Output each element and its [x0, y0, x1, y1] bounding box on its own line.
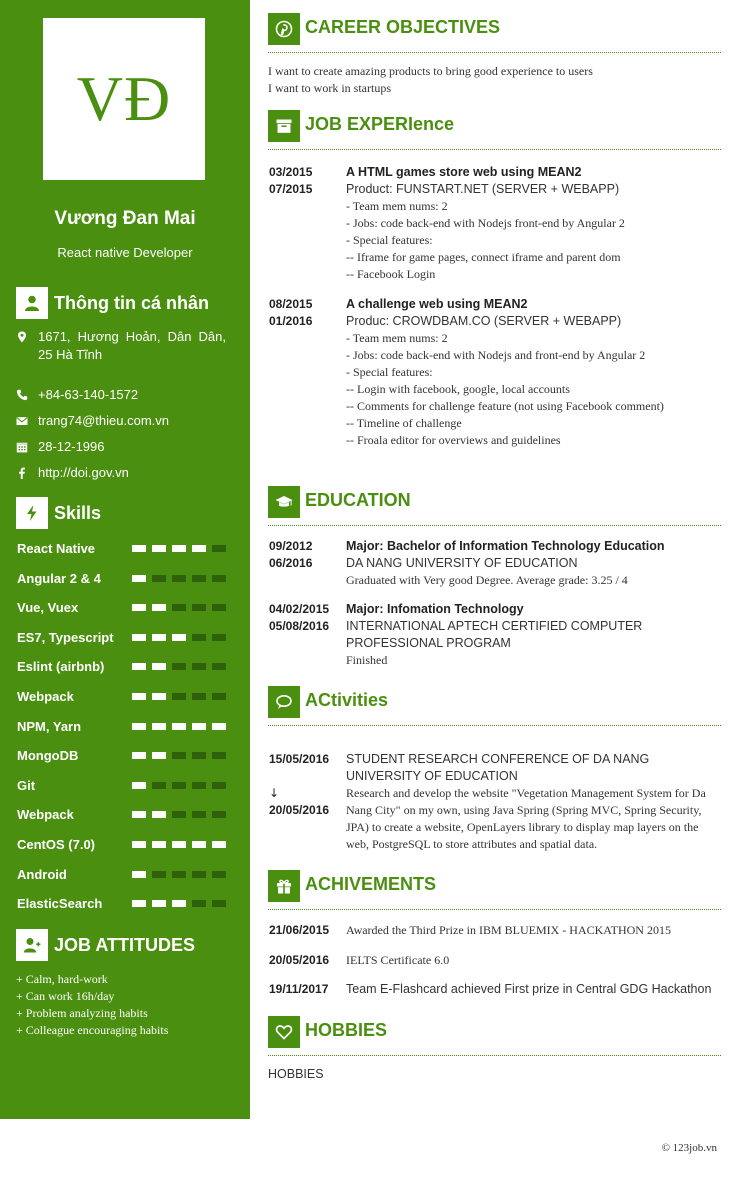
rating-dot-empty	[192, 693, 206, 700]
end-date: 06/2016	[269, 556, 313, 570]
rating-dot-empty	[172, 663, 186, 670]
education-body	[346, 601, 666, 669]
calendar-icon	[16, 438, 38, 456]
experience-line: - Jobs: code back-end with Nodejs and front-end by Angular 2	[346, 348, 646, 362]
experience-line: -- Comments for challenge feature (not using Facebook comment)	[346, 399, 664, 413]
rating-dot-empty	[172, 811, 186, 818]
experience-title-text: A challenge web using MEAN2	[346, 297, 528, 311]
rating-dot-empty	[172, 871, 186, 878]
rating-dot-filled	[152, 693, 166, 700]
achievement-text: Awarded the Third Prize in IBM BLUEMIX - HACKATHON 2015	[346, 923, 671, 937]
skill-rating	[132, 693, 232, 700]
hobbies-heading	[268, 1016, 721, 1056]
rating-dot-filled	[132, 752, 146, 759]
rating-dot-empty	[212, 871, 226, 878]
rating-dot-empty	[152, 871, 166, 878]
rating-dot-filled	[152, 723, 166, 730]
skill-name: ES7, Typescript	[17, 629, 114, 645]
comment-icon	[268, 686, 300, 718]
activity-dates	[269, 751, 341, 819]
rating-dot-empty	[192, 871, 206, 878]
rating-dot-filled	[152, 900, 166, 907]
skill-rating	[132, 900, 232, 907]
rating-dot-filled	[152, 604, 166, 611]
rating-dot-filled	[132, 811, 146, 818]
rating-dot-filled	[132, 723, 146, 730]
education-title: EDUCATION	[305, 490, 411, 510]
skill-name: NPM, Yarn	[17, 718, 82, 734]
rating-dot-empty	[192, 811, 206, 818]
experience-line: -- Timeline of challenge	[346, 416, 462, 430]
profile-name: Vương Đan Mai	[54, 208, 196, 229]
education-major: Major: Infomation Technology	[346, 602, 524, 616]
skill-name: ElasticSearch	[17, 895, 103, 911]
rating-dot-filled	[132, 782, 146, 789]
start-date: 09/2012	[269, 539, 313, 553]
rating-dot-filled	[132, 900, 146, 907]
personal-info-heading	[16, 287, 209, 319]
rating-dot-filled	[192, 841, 206, 848]
achievements-title: ACHIVEMENTS	[305, 874, 437, 894]
rating-dot-filled	[132, 693, 146, 700]
skill-rating	[132, 871, 232, 878]
map-marker-icon	[16, 328, 38, 364]
skill-rating	[132, 782, 232, 789]
rating-dot-empty	[192, 752, 206, 759]
rating-dot-empty	[212, 900, 226, 907]
graduation-cap-icon	[268, 486, 300, 518]
hobbies-text: HOBBIES	[268, 1067, 324, 1081]
profile-role: React native Developer	[57, 245, 193, 260]
rating-dot-filled	[152, 752, 166, 759]
experience-line: -- Facebook Login	[346, 267, 436, 281]
experience-line: -- Froala editor for overviews and guidelines	[346, 433, 561, 447]
attitudes-heading	[16, 929, 195, 961]
experience-product: Produc: CROWDBAM.CO (SERVER + WEBAPP)	[346, 314, 622, 328]
arrow-down-icon: ↓	[269, 786, 280, 800]
skill-name: Git	[17, 777, 36, 793]
rating-dot-filled	[152, 545, 166, 552]
experience-line: - Team mem nums: 2	[346, 199, 448, 213]
skill-row	[17, 746, 232, 764]
end-date: 07/2015	[269, 182, 313, 196]
skill-name: MongoDB	[17, 747, 79, 763]
rating-dot-filled	[192, 723, 206, 730]
experience-line: - Special features:	[346, 365, 433, 379]
skill-row	[17, 717, 232, 735]
rating-dot-filled	[192, 545, 206, 552]
start-date: 08/2015	[269, 297, 313, 311]
rating-dot-empty	[172, 782, 186, 789]
user-plus-icon	[16, 929, 48, 961]
sidebar	[0, 0, 250, 1119]
skill-row	[17, 657, 232, 675]
skill-rating	[132, 811, 232, 818]
education-school: INTERNATIONAL APTECH CERTIFIED COMPUTER PROFESSIONAL PROGRAM	[346, 619, 643, 650]
experience-product: Product: FUNSTART.NET (SERVER + WEBAPP)	[346, 182, 620, 196]
rating-dot-filled	[132, 841, 146, 848]
education-dates	[269, 538, 341, 572]
skill-row	[17, 835, 232, 853]
skill-rating	[132, 841, 232, 848]
achievements-heading	[268, 870, 721, 910]
skill-rating	[132, 634, 232, 641]
website-row	[16, 464, 226, 482]
skill-name: Eslint (airbnb)	[17, 658, 105, 674]
skill-rating	[132, 604, 232, 611]
website-link[interactable]: http://doi.gov.vn	[38, 465, 129, 480]
hobbies-title: HOBBIES	[305, 1020, 388, 1040]
rating-dot-filled	[132, 604, 146, 611]
activity-description: Research and develop the website "Vegetation Management System for Da Nang City" on my own, using Java Spring (Spring MVC, Spring Security, JPA) to create a website, OpenLayers library to display map layers on the web, PostgreSQL to store attributes and spatial data.	[346, 786, 706, 851]
attitude-item: + Colleague encouraging habits	[16, 1023, 169, 1037]
facebook-icon	[16, 464, 38, 482]
achievement-date: 21/06/2015	[269, 923, 330, 937]
attitude-item: + Problem analyzing habits	[16, 1006, 148, 1020]
phone-text: +84-63-140-1572	[38, 387, 139, 402]
pinterest-icon	[268, 13, 300, 45]
objective-line: I want to create amazing products to bring good experience to users	[268, 64, 593, 78]
rating-dot-filled	[152, 663, 166, 670]
rating-dot-filled	[212, 841, 226, 848]
objectives-heading	[268, 13, 721, 53]
activity-title: STUDENT RESEARCH CONFERENCE OF DA NANG UNIVERSITY OF EDUCATION	[346, 752, 650, 783]
activities-title: ACtivities	[305, 690, 389, 710]
experience-title-text: A HTML games store web using MEAN2	[346, 165, 582, 179]
rating-dot-empty	[152, 575, 166, 582]
attitudes-list	[16, 971, 168, 1039]
rating-dot-empty	[172, 693, 186, 700]
end-date: 20/05/2016	[269, 803, 330, 817]
phone-icon	[16, 386, 38, 404]
rating-dot-empty	[192, 575, 206, 582]
rating-dot-empty	[212, 545, 226, 552]
rating-dot-empty	[192, 900, 206, 907]
activities-heading	[268, 686, 721, 726]
activity-body	[346, 751, 716, 853]
birthday-row	[16, 438, 226, 456]
education-note: Finished	[346, 653, 388, 667]
skill-row	[17, 628, 232, 646]
gift-icon	[268, 870, 300, 902]
skill-name: Angular 2 & 4	[17, 570, 101, 586]
rating-dot-filled	[132, 545, 146, 552]
rating-dot-filled	[152, 841, 166, 848]
skill-row	[17, 569, 232, 587]
rating-dot-filled	[172, 723, 186, 730]
skill-rating	[132, 663, 232, 670]
experience-dates	[269, 164, 341, 198]
user-icon	[16, 287, 48, 319]
skill-name: Vue, Vuex	[17, 599, 79, 615]
start-date: 15/05/2016	[269, 752, 330, 766]
personal-info-title: Thông tin cá nhân	[54, 292, 209, 313]
education-major: Major: Bachelor of Information Technology Education	[346, 539, 665, 553]
skill-name: CentOS (7.0)	[17, 836, 96, 852]
rating-dot-empty	[152, 782, 166, 789]
skill-row	[17, 687, 232, 705]
start-date: 03/2015	[269, 165, 313, 179]
achievement-row	[268, 922, 728, 939]
skill-row	[17, 776, 232, 794]
rating-dot-empty	[212, 575, 226, 582]
education-dates	[269, 601, 345, 635]
skills-heading	[16, 497, 101, 529]
phone-row	[16, 386, 226, 404]
objective-line: I want to work in startups	[268, 81, 391, 95]
bolt-icon	[16, 497, 48, 529]
rating-dot-empty	[192, 604, 206, 611]
archive-icon	[268, 110, 300, 142]
skills-title: Skills	[54, 502, 102, 523]
skill-row	[17, 805, 232, 823]
experience-heading	[268, 110, 721, 150]
address-row	[16, 328, 226, 364]
experience-line: - Special features:	[346, 233, 433, 247]
copyright: © 123job.vn	[661, 1142, 717, 1154]
experience-dates	[269, 296, 341, 330]
attitudes-title: JOB ATTITUDES	[54, 934, 196, 955]
attitude-item: + Calm, hard-work	[16, 972, 108, 986]
rating-dot-filled	[172, 900, 186, 907]
education-note: Graduated with Very good Degree. Average grade: 3.25 / 4	[346, 573, 628, 587]
skill-rating	[132, 752, 232, 759]
skill-rating	[132, 575, 232, 582]
rating-dot-empty	[172, 752, 186, 759]
achievement-date: 19/11/2017	[269, 982, 329, 996]
rating-dot-filled	[172, 634, 186, 641]
rating-dot-empty	[212, 782, 226, 789]
skill-name: Webpack	[17, 806, 74, 822]
rating-dot-empty	[212, 604, 226, 611]
skill-row	[17, 539, 232, 557]
rating-dot-filled	[132, 575, 146, 582]
rating-dot-filled	[132, 871, 146, 878]
rating-dot-filled	[132, 634, 146, 641]
rating-dot-empty	[172, 575, 186, 582]
skill-rating	[132, 545, 232, 552]
avatar	[43, 18, 205, 180]
achievement-row	[268, 952, 728, 969]
rating-dot-filled	[172, 545, 186, 552]
skill-row	[17, 598, 232, 616]
rating-dot-empty	[212, 663, 226, 670]
education-heading	[268, 486, 721, 526]
start-date: 04/02/2015	[269, 602, 330, 616]
rating-dot-filled	[212, 723, 226, 730]
envelope-icon	[16, 412, 38, 430]
rating-dot-empty	[192, 663, 206, 670]
rating-dot-empty	[212, 693, 226, 700]
end-date: 01/2016	[269, 314, 313, 328]
rating-dot-empty	[212, 634, 226, 641]
rating-dot-empty	[192, 782, 206, 789]
skill-name: Webpack	[17, 688, 74, 704]
attitude-item: + Can work 16h/day	[16, 989, 115, 1003]
experience-body	[346, 296, 726, 449]
skill-row	[17, 865, 232, 883]
experience-line: - Team mem nums: 2	[346, 331, 448, 345]
achievement-text: IELTS Certificate 6.0	[346, 953, 450, 967]
rating-dot-empty	[172, 604, 186, 611]
objectives-text	[268, 63, 721, 97]
experience-line: -- Login with facebook, google, local accounts	[346, 382, 570, 396]
address-text: 1671, Hương Hoản, Dân Dân, 25 Hà Tĩnh	[38, 329, 226, 362]
email-row	[16, 412, 226, 430]
skill-rating	[132, 723, 232, 730]
achievement-text: Team E-Flashcard achieved First prize in Central GDG Hackathon	[346, 982, 712, 996]
experience-title: JOB EXPERIence	[305, 114, 455, 134]
heart-icon	[268, 1016, 300, 1048]
achievement-row	[268, 981, 728, 998]
rating-dot-empty	[192, 634, 206, 641]
experience-line: - Jobs: code back-end with Nodejs front-end by Angular 2	[346, 216, 625, 230]
education-body	[346, 538, 726, 589]
achievement-date: 20/05/2016	[269, 953, 330, 967]
rating-dot-filled	[152, 634, 166, 641]
end-date: 05/08/2016	[269, 619, 330, 633]
education-school: DA NANG UNIVERSITY OF EDUCATION	[346, 556, 578, 570]
skill-row	[17, 894, 232, 912]
email-text: trang74@thieu.com.vn	[38, 413, 169, 428]
experience-body	[346, 164, 726, 283]
skill-name: Android	[17, 866, 67, 882]
rating-dot-empty	[212, 811, 226, 818]
rating-dot-filled	[152, 811, 166, 818]
birthday-text: 28-12-1996	[38, 439, 105, 454]
avatar-initials: VĐ	[76, 63, 172, 134]
rating-dot-empty	[212, 752, 226, 759]
skill-name: React Native	[17, 540, 96, 556]
rating-dot-filled	[172, 841, 186, 848]
objectives-title: CAREER OBJECTIVES	[305, 17, 501, 37]
rating-dot-filled	[132, 663, 146, 670]
experience-line: -- Iframe for game pages, connect iframe and parent dom	[346, 250, 621, 264]
